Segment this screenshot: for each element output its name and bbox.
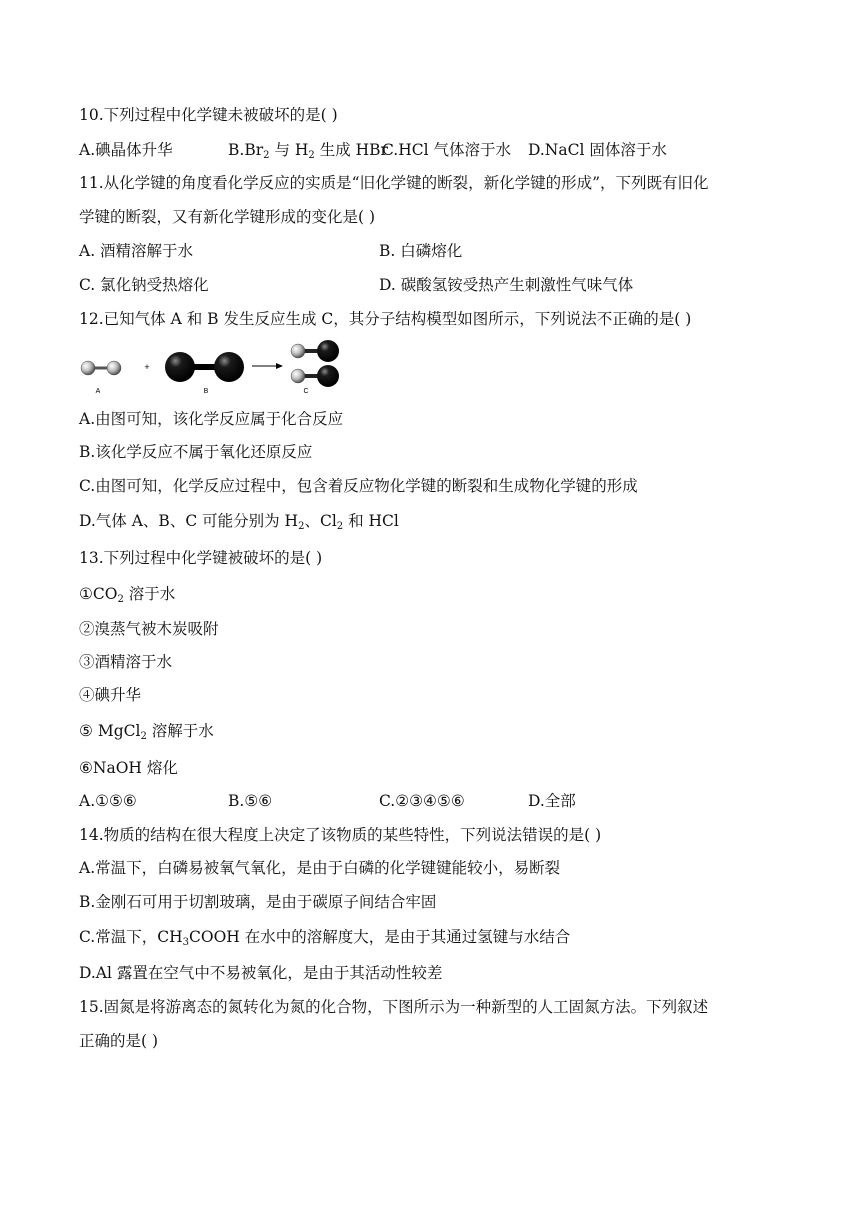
q11-stem-line-2: 学键的断裂，又有新化学键形成的变化是( ) xyxy=(79,208,376,226)
molecule-model-diagram xyxy=(76,338,356,398)
label-c: C xyxy=(303,388,309,395)
q13-item-3: ③酒精溶于水 xyxy=(79,653,173,671)
q11-option-b: B. 白磷熔化 xyxy=(379,242,463,260)
molecule-a xyxy=(81,361,121,375)
q10-option-b: $B.Br_2$ 与 $H_2$ 生成 HBr xyxy=(228,141,388,161)
q13-item-2: ②溴蒸气被木炭吸附 xyxy=(79,620,219,638)
q14-option-c: C.常温下，$CH_3COOH$ 在水中的溶解度大，是由于其通过氢键与水结合 xyxy=(79,928,571,948)
q12-option-b: B.该化学反应不属于氧化还原反应 xyxy=(79,443,313,461)
q14-option-a: A.常温下，白磷易被氧气氧化，是由于白磷的化学键键能较小，易断裂 xyxy=(79,859,561,877)
q13-option-c: C.②③④⑤⑥ xyxy=(379,792,465,810)
plus-sign: + xyxy=(144,362,150,372)
q11-option-a: A. 酒精溶解于水 xyxy=(79,242,194,260)
molecule-c-bottom xyxy=(291,365,339,387)
q13-item-1: $①CO_2$ 溶于水 xyxy=(79,585,176,605)
q13-stem: 13.下列过程中化学键被破坏的是( ) xyxy=(79,549,323,567)
q11-option-d: D. 碳酸氢铵受热产生刺激性气味气体 xyxy=(379,276,634,294)
q13-option-a: A.①⑤⑥ xyxy=(79,792,137,810)
q10-stem: 10.下列过程中化学键未被破坏的是( ) xyxy=(79,106,338,124)
q13-item-6: ⑥NaOH 熔化 xyxy=(79,759,178,777)
q15-stem-line-2: 正确的是( ) xyxy=(79,1032,159,1050)
q12-stem: 12.已知气体 A 和 B 发生反应生成 C，其分子结构模型如图所示，下列说法不正确的是( ) xyxy=(79,310,692,328)
q14-stem: 14.物质的结构在很大程度上决定了该物质的某些特性，下列说法错误的是( ) xyxy=(79,826,602,844)
q11-stem-line-1: 11.从化学键的角度看化学反应的实质是“旧化学键的断裂，新化学键的形成”，下列既有旧化 xyxy=(79,174,709,192)
q10-option-a: A.碘晶体升华 xyxy=(79,141,173,159)
q10-option-d: D.NaCl 固体溶于水 xyxy=(528,141,667,159)
q13-item-4: ④碘升华 xyxy=(79,686,142,704)
label-b: B xyxy=(203,388,209,395)
q11-option-c: C. 氯化钠受热熔化 xyxy=(79,276,209,294)
q12-option-a: A.由图可知，该化学反应属于化合反应 xyxy=(79,410,344,428)
q10-option-c: C.HCl 气体溶于水 xyxy=(382,141,511,159)
q14-option-d: D.Al 露置在空气中不易被氧化，是由于其活动性较差 xyxy=(79,964,443,982)
q15-stem-line-1: 15.固氮是将游离态的氮转化为氮的化合物，下图所示为一种新型的人工固氮方法。下列叙述 xyxy=(79,998,709,1016)
label-a: A xyxy=(95,388,101,395)
molecule-c-top xyxy=(291,340,339,362)
q13-option-b: B.⑤⑥ xyxy=(228,792,273,810)
q12-option-c: C.由图可知，化学反应过程中，包含着反应物化学键的断裂和生成物化学键的形成 xyxy=(79,477,638,495)
reaction-arrow xyxy=(252,363,283,369)
molecule-b xyxy=(165,352,244,382)
q12-option-d: D.气体 A、B、C 可能分别为 $H_2$、$Cl_2$ 和 HCl xyxy=(79,512,399,532)
q13-option-d: D.全部 xyxy=(528,792,576,810)
q14-option-b: B.金刚石可用于切割玻璃，是由于碳原子间结合牢固 xyxy=(79,893,437,911)
q13-item-5: ⑤ MgCl$_2$ 溶解于水 xyxy=(79,722,214,742)
